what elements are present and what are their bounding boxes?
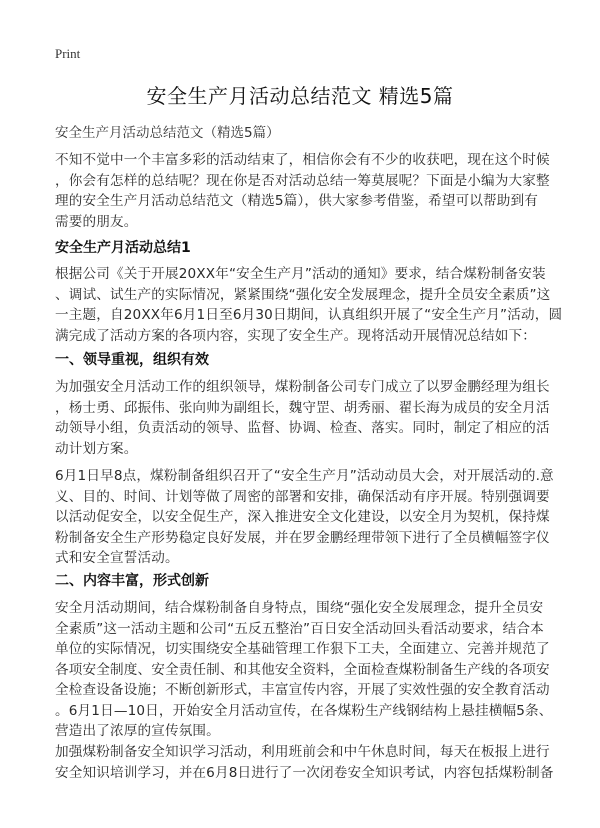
content-paragraph-2 <box>55 742 555 783</box>
text-line: 动领导小组，负责活动的领导、监督、协调、检查、落实。同时，制定了相应的活 <box>55 420 550 436</box>
text-line: 单位的实际情况，切实围绕安全基础管理工作狠下工夫，全面建立、完善并规范了 <box>55 641 550 657</box>
intro-paragraph <box>55 150 555 232</box>
text-line: 6月1日早8点，煤粉制备组织召开了“安全生产月”活动动员大会，对开展活动的.意 <box>55 468 554 484</box>
text-line: 、调试、试生产的实际情况，紧紧围绕“强化安全发展理念，提升全员安全素质”这 <box>55 286 551 303</box>
print-link[interactable]: Print <box>55 46 81 61</box>
text-line: 动计划方案。 <box>55 440 138 457</box>
text-line: 满完成了活动方案的各项内容，实现了安全生产。现将活动开展情况总结如下： <box>55 327 537 344</box>
text-line: ，你会有怎样的总结呢？现在你是否对活动总结一筹莫展呢？下面是小编为大家整 <box>55 172 550 189</box>
text-line: 不知不觉中一个丰富多彩的活动结束了，相信你会有不少的收获吧，现在这个时候 <box>55 152 550 168</box>
text-line: 以活动促安全，以安全促生产，深入推进安全文化建设，以安全月为契机，保持煤 <box>55 509 550 525</box>
text-line: 式和安全宣誓活动。 <box>55 550 179 566</box>
leadership-paragraph-1 <box>55 377 555 459</box>
text-line: 加强煤粉制备安全知识学习活动，利用班前会和中午休息时间，每天在板报上进行 <box>55 744 550 760</box>
content-paragraph-1 <box>55 598 555 742</box>
subheading-leadership: 一、领导重视，组织有效 <box>55 352 209 368</box>
text-line: 安全月活动期间，结合煤粉制备自身特点，围绕“强化安全发展理念，提升全员安 <box>55 600 544 616</box>
section1-paragraph <box>55 264 563 346</box>
text-line: 。6月1日—10日，开始安全月活动宣传，在各煤粉生产线钢结构上悬挂横幅5条、 <box>55 702 553 719</box>
section-heading-1: 安全生产月活动总结1 <box>55 240 191 256</box>
text-line: ，杨士勇、邱振伟、张向帅为副组长，魏守罡、胡秀丽、翟长海为成员的安全月活 <box>55 399 550 416</box>
text-line: 粉制备安全生产形势稳定良好发展，并在罗金鹏经理带领下进行了全员横幅签字仪 <box>55 529 550 546</box>
text-line: 全检查设备设施；不断创新形式，丰富宣传内容，开展了实效性强的安全教育活动 <box>55 682 550 698</box>
text-line: 全素质”这一活动主题和公司“五反五整治”百日安全活动回头看活动要求，结合本 <box>55 620 544 637</box>
text-line: 为加强安全月活动工作的组织领导，煤粉制备公司专门成立了以罗金鹏经理为组长 <box>55 379 550 395</box>
text-line: 根据公司《关于开展20XX年“安全生产月”活动的通知》要求，结合煤粉制备安装 <box>55 266 546 282</box>
text-line: 义、目的、时间、计划等做了周密的部署和安排，确保活动有序开展。特别强调要 <box>55 488 550 505</box>
page-title: 安全生产月活动总结范文 精选5篇 <box>146 84 454 108</box>
subheading-content: 二、内容丰富，形式创新 <box>55 573 209 589</box>
text-line: 一主题，自20XX年6月1日至6月30日期间，认真组织开展了“安全生产月”活动，圆 <box>55 307 563 323</box>
text-line: 需要的朋友。 <box>55 213 138 230</box>
text-line: 各项安全制度、安全责任制、和其他安全资料，全面检查煤粉制备生产线的各项安 <box>55 661 550 678</box>
text-line: 理的安全生产月活动总结范文（精选5篇），供大家参考借鉴，希望可以帮助到有 <box>55 193 539 209</box>
text-line: 营造出了浓厚的宣传氛围。 <box>55 723 220 739</box>
subtitle: 安全生产月活动总结范文（精选5篇） <box>55 125 280 141</box>
leadership-paragraph-2 <box>55 466 555 569</box>
text-line: 安全知识培训学习，并在6月8日进行了一次闭卷安全知识考试，内容包括煤粉制备 <box>55 764 554 781</box>
